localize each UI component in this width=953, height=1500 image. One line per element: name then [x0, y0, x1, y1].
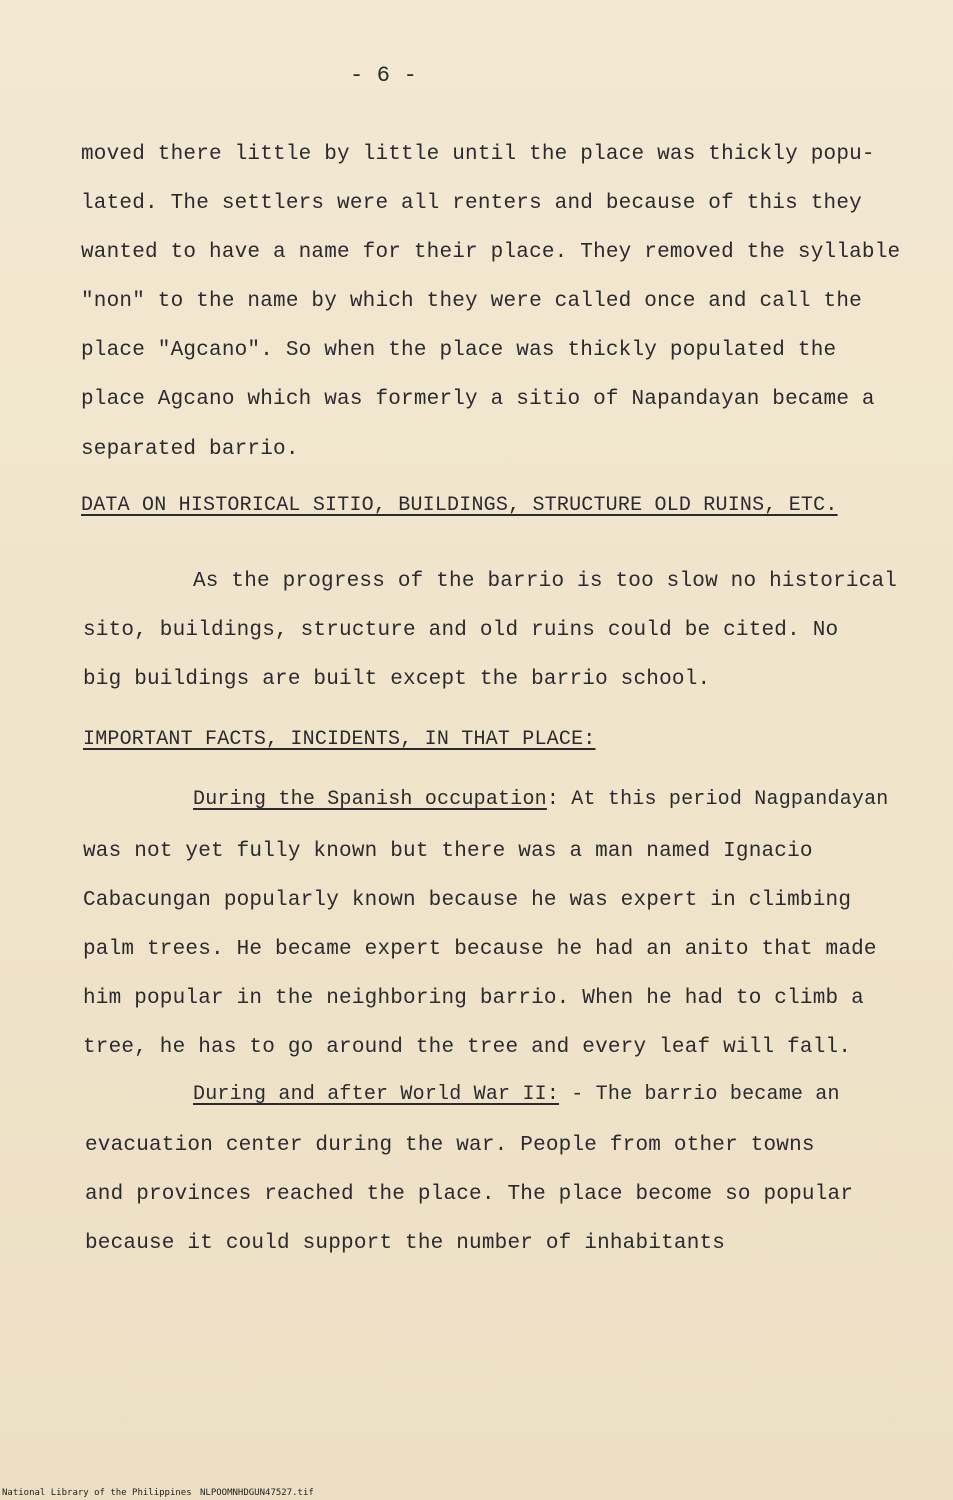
text-line: because it could support the number of inhabitants — [85, 1232, 726, 1255]
text-line-spanish — [193, 788, 889, 812]
text-line: As the progress of the barrio is too slow no historical — [193, 570, 898, 593]
text-line: was not yet fully known but there was a man named Ignacio — [83, 840, 813, 863]
text-line: place "Agcano". So when the place was thickly populated the — [81, 339, 837, 362]
text-line: tree, he has to go around the tree and every leaf will fall. — [83, 1036, 852, 1059]
text-line: and provinces reached the place. The place become so popular — [85, 1183, 854, 1206]
text-line: moved there little by little until the place was thickly popu- — [81, 143, 875, 166]
section-heading-historical-sitio: DATA ON HISTORICAL SITIO, BUILDINGS, STRUCTURE OLD RUINS, ETC. — [81, 494, 838, 517]
text-line: evacuation center during the war. People from other towns — [85, 1134, 815, 1157]
footer-library-name: National Library of the Philippines — [2, 1488, 192, 1498]
text-line: place Agcano which was formerly a sitio of Napandayan became a — [81, 388, 875, 411]
text-line: lated. The settlers were all renters and because of this they — [81, 192, 862, 215]
subheading-world-war-2: During and after World War II: — [193, 1083, 560, 1106]
text-line: separated barrio. — [81, 438, 299, 461]
subheading-spanish-occupation: During the Spanish occupation — [193, 788, 547, 811]
text-line: him popular in the neighboring barrio. When he had to climb a — [83, 987, 864, 1010]
text-line: Cabacungan popularly known because he was expert in climbing — [83, 889, 852, 912]
page-number: - 6 - — [350, 63, 418, 88]
text-span: - The barrio became an — [559, 1083, 840, 1106]
text-line: big buildings are built except the barrio school. — [83, 668, 711, 691]
section-heading-important-facts: IMPORTANT FACTS, INCIDENTS, IN THAT PLACE: — [83, 728, 596, 751]
text-span: : At this period Nagpandayan — [546, 788, 889, 811]
text-line-ww2 — [193, 1083, 840, 1107]
text-line: palm trees. He became expert because he had an anito that made — [83, 938, 877, 961]
footer-filename: NLPOOMNHDGUN47527.tif — [200, 1488, 314, 1498]
text-line: sito, buildings, structure and old ruins could be cited. No — [83, 619, 839, 642]
text-line: "non" to the name by which they were called once and call the — [81, 290, 862, 313]
text-line: wanted to have a name for their place. They removed the syllable — [81, 241, 901, 264]
